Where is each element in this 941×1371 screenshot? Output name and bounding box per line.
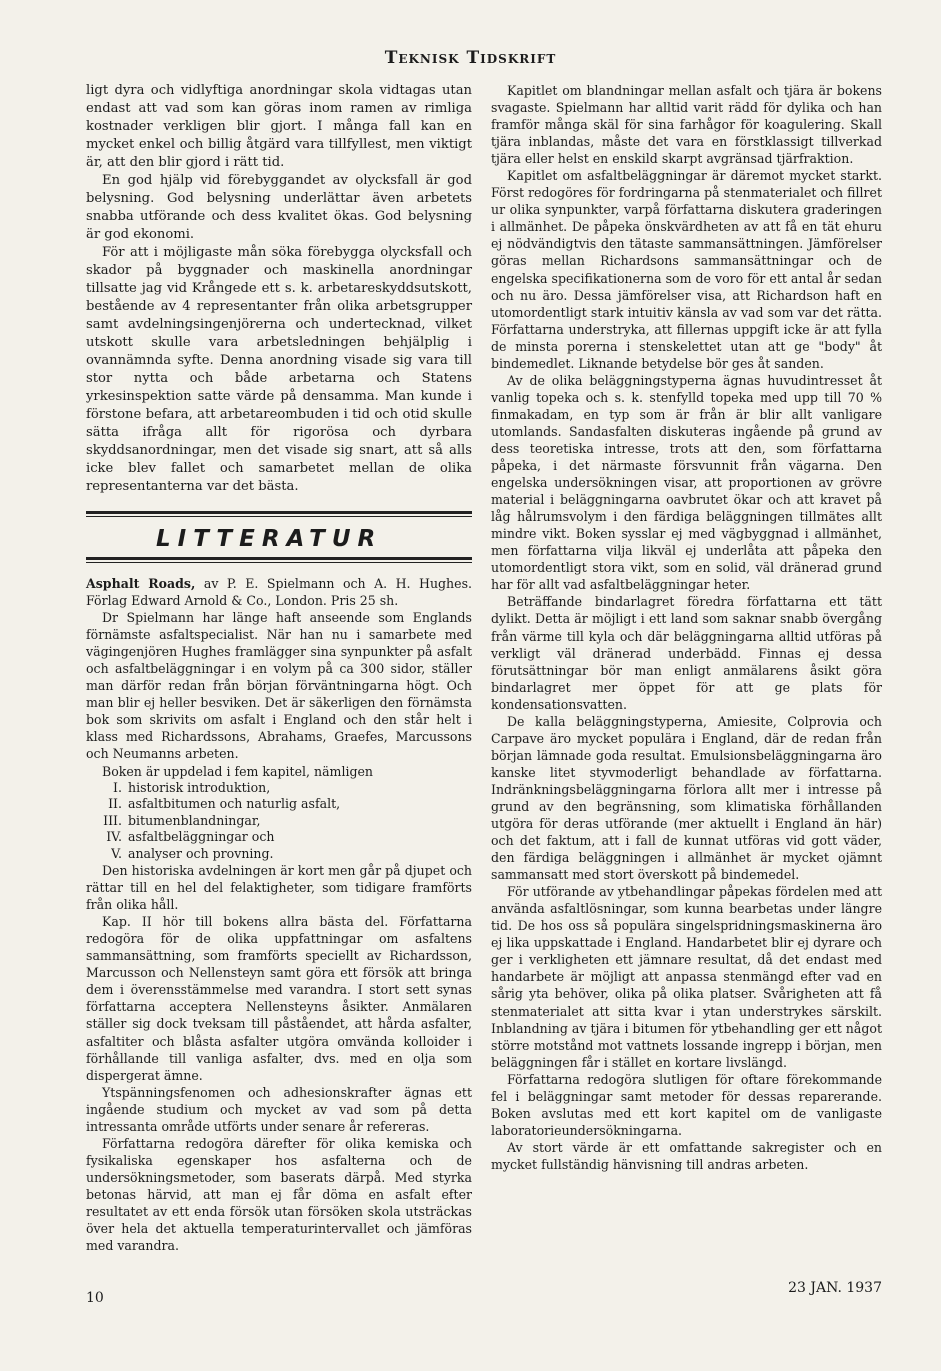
section-heading: LITTERATUR [156,526,383,552]
review-citation [86,575,472,609]
review-book-title: Asphalt Roads, [86,576,196,591]
paragraph: Av de olika beläggningstyperna ägnas huvudintresset åt vanlig topeka och s. k. stenfylld topeka med upp till 70 % finmakadam, en typ som är från är blir allt vanligare utomlands. Sandasfalten diskuteras ingående på grund av dess teoretiska intresse, trots att den, som författarna påpeka, i det närmaste försvunnit från vägarna. Den engelska undersökningen visar, att proportionen av grövre material i beläggningarna oavbrutet ökar och att kravet på låg hålrumsvolym i den färdiga beläggningen tillmätes allt mindre vikt. Boken sysslar ej med vägbyggnad i allmänhet, men författarna vilja likväl ej underlåta att påpeka den utomordentligt stora vikt, som en solid, väl dränerad grund har för allt vad asfaltbeläggningar heter. [491,372,882,593]
list-item: I. historisk introduktion, [113,779,271,795]
paragraph: Av stort värde är ett omfattande sakregister och en mycket fullständig hänvisning till andras arbeten. [491,1139,882,1172]
list-item: V. analyser och provning. [111,845,274,861]
paragraph: Kap. II hör till bokens allra bästa del. Författarna redogöra för de olika uppfattningar om asfaltens sammansättning, som framförts speciellt av Richardsson, Marcusson och Nellensteyn samt göra ett försök att bringa dem i överensstämmelse med varandra. I stort sett synas författarna acceptera Nellensteyns åsikter. Anmälaren ställer sig dock tveksam till påståendet, att hårda asfalter, asfaltiter och blåsta asfalter utgöra omvända kolloider i förhållande till vanliga asfalter, dvs. med en olja som dispergerat ämne. [86,914,472,1083]
paragraph: Beträffande bindarlagret föredra författarna ett tätt dylikt. Detta är möjligt i ett land som saknar snabb övergång från värme till kyla och där beläggningarna alltid utföras på verkligt väl dränerad underbädd. Finnas ej dessa förutsättningar bör man enligt anmälarens åsikt göra bindarlagret mer öppet för att ge plats för kondensationsvatten. [491,594,882,712]
list-item: IV. asfaltbeläggningar och [106,829,275,845]
paragraph: För utförande av ytbehandlingar påpekas fördelen med att använda asfaltlösningar, som kunna bearbetas under längre tid. De hos oss så populära singelspridningsmaskinerna äro ej lika uppskattade i England. Handarbetet blir ej dyrare och ger i verkligheten ett jämnare resultat, då det endast med handarbete är möjligt att anpassa stenmängd efter vad en sårig yta behöver, olika på olika platser. Svårigheten att få stenmaterialet att sitta kvar i ytan understrykes särskilt. Inblandning av tjära i bitumen för ytbehandling ger ett något större motstånd mot vattnets lossande ingrepp i början, men beläggningen får i stället en kortare livslängd. [491,884,882,1070]
issue-date: 23 JAN. 1937 [788,1280,882,1296]
paragraph: Kapitlet om asfaltbeläggningar är däremot mycket starkt. Först redogöres för fordringarna på stenmaterialet och fillret ur olika synpunkter, varpå författarna diskutera graderingen i allmänhet. De påpeka önskvärdheten av att få en tät ehuru ej nödvändigtvis den tätaste sammansättningen. Jämförelser göras mellan Richardsons sammansättningar och de engelska specifikationerna som de voro för ett antal år sedan och nu äro. Dessa jämförelser visa, att Richardson haft en utomordentligt stark intuitiv känsla av vad som var det rätta. Författarna understryka, att fillernas uppgift icke är att fylla de minsta porerna i stenskelettet utan att ge "body" åt bindemedlet. Liknande betydelse bör ges åt sanden. [491,168,882,371]
paragraph: Dr Spielmann har länge haft anseende som Englands förnämste asfaltspecialist. När han nu i samarbete med vägingenjören Hughes framlägger sina synpunkter på asfalt och asfaltbeläggningar i en volym på ca 300 sidor, ställer man därför redan från början förväntningarna högt. Och man blir ej heller besviken. Det är säkerligen den förnämsta bok som skrivits om asfalt i England och den står helt i klass med Richardssons, Abrahams, Graefes, Marcussons och Neumanns arbeten. [86,610,472,762]
paragraph: De kalla beläggningstyperna, Amiesite, Colprovia och Carpave äro mycket populära i England, där de redan från början lämnade goda resultat. Emulsionsbeläggningarna äro kanske litet styvmoderligt behandlade av författarna. Indränkningsbeläggningarna förlora allt mer i intresse på grund av den begränsning, som klimatiska förhållanden utgöra för deras utförande (mer aktuellt i England än här) och det faktum, att i fall de kunnat utföras vid gott väder, den färdiga beläggningen i allmänhet är mycket ojämnt sammansatt med stort överskott på bindemedel. [491,713,882,883]
review-book-details: av P. E. Spielmann och A. H. Hughes. Förlag Edward Arnold & Co., London. Pris 25 sh. [86,576,472,609]
paragraph: Författarna redogöra därefter för olika kemiska och fysikaliska egenskaper hos asfalterna och de undersökningsmetoder, som baserats därpå. Med styrka betonas härvid, att man ej får döma en asfalt efter resultatet av ett enda försök utan försöken skola utsträckas över hela det aktuella temperaturintervallet och jämföras med varandra. [86,1135,472,1254]
literature-section [86,511,472,1254]
paragraph: Den historiska avdelningen är kort men går på djupet och rättar till en hel del felaktigheter, som tidigare framförts från olika håll. [86,863,472,913]
list-item: III. bitumenblandningar, [103,812,261,828]
paragraph: För att i möjligaste mån söka förebygga olycksfall och skador på byggnader och maskinella anordningar tillsatte jag vid Krångede ett s. k. arbetareskyddsutskott, bestående av 4 representanter från olika arbetsgrupper samt avdelningsingenjörerna och undertecknad, vilket utskott skulle vara arbetsledningen behjälplig i ovannämnda syfte. Denna anordning visade sig vara till stor nytta och både arbetarna och Statens yrkesinspektion satte värde på densamma. Man kunde i förstone befara, att arbetareombuden i tid och otid skulle sätta ifråga allt för rigorösa och dyrbara skyddsanordningar, men det visade sig snart, att så alls icke blev fallet och samarbetet mellan de olika representanterna var det bästa. [86,245,472,494]
paragraph: Ytspänningsfenomen och adhesionskrafter ägnas ett ingående studium och mycket av vad som på detta intressanta område utförts under senare år refereras. [86,1084,472,1134]
right-column [491,82,882,1173]
paragraph: Kapitlet om blandningar mellan asfalt och tjära är bokens svagaste. Spielmann har alltid varit rädd för dylika och han framför många skäl för sina farhågor för koagulering. Skall tjära inblandas, måste det vara en förstklassigt tillverkad tjära eller helst en enskild skarpt avgränsad tjärfraktion. [491,83,882,167]
divider [86,562,472,563]
list-item: II. asfaltbitumen och naturlig asfalt, [108,796,341,812]
paragraph: En god hjälp vid förebyggandet av olycksfall är god belysning. God belysning underlättar även arbetets snabba utförande och dess kvalitet ökas. God belysning är god ekonomi. [86,173,472,242]
chapter-list [86,780,472,863]
paragraph: ligt dyra och vidlyftiga anordningar skola vidtagas utan endast att vad som kan göras inom ramen av rimliga kostnader verkligen blir gjort. I många fall kan en mycket enkel och billig åtgärd vara tillfyllest, men viktigt är, att den blir gjord i rätt tid. [86,83,472,170]
article-continuation [86,82,472,496]
left-column [86,82,472,1254]
divider [86,511,472,514]
journal-title: Teknisk Tidskrift [384,48,557,68]
paragraph: Författarna redogöra slutligen för oftare förekommande fel i beläggningar samt metoder för dessas reparerande. Boken avslutas med ett kort kapitel om de vanligaste laboratorieundersökningarna. [491,1071,882,1138]
divider [86,516,472,517]
divider [86,557,472,560]
paragraph: Boken är uppdelad i fem kapitel, nämligen [102,763,374,779]
page-number: 10 [86,1290,104,1306]
